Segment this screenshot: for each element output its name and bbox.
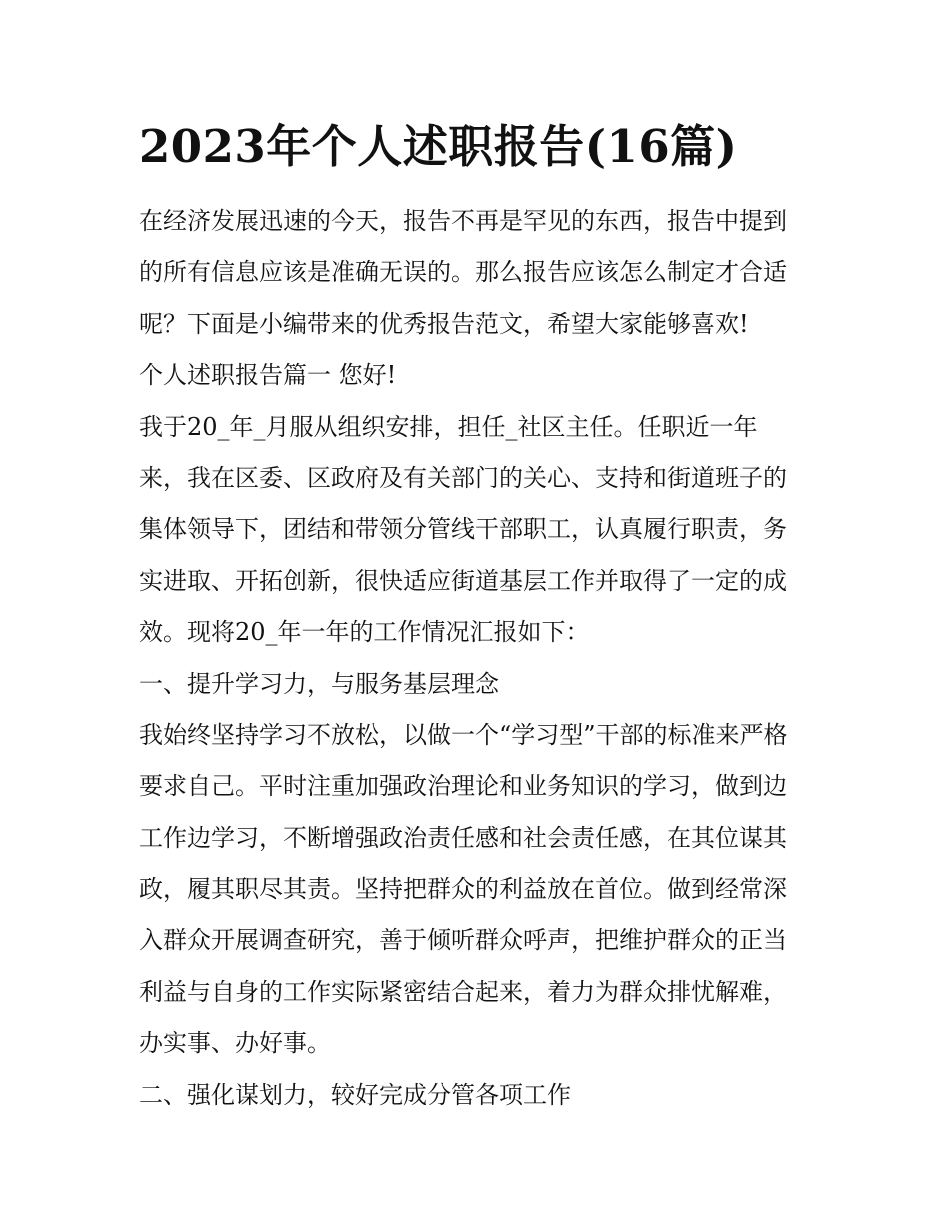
text-line: 的所有信息应该是准确无误的。那么报告应该怎么制定才合适: [139, 258, 787, 287]
document-title: 2023年个人述职报告(16篇): [139, 120, 738, 173]
text-line: 效。现将20_年一年的工作情况汇报如下：: [139, 618, 590, 647]
text-line: 要求自己。平时注重加强政治理论和业务知识的学习，做到边: [139, 772, 787, 801]
section-heading: 个人述职报告篇一 您好!: [139, 361, 397, 390]
text-line: 实进取、开拓创新，很快适应街道基层工作并取得了一定的成: [139, 566, 787, 595]
text-line: 利益与自身的工作实际紧密结合起来，着力为群众排忧解难，: [139, 977, 787, 1006]
text-line: 我于20_年_月服从组织安排，担任_社区主任。任职近一年: [139, 412, 758, 441]
text-line: 呢？下面是小编带来的优秀报告范文，希望大家能够喜欢!: [139, 309, 749, 338]
text-line: 工作边学习，不断增强政治责任感和社会责任感，在其位谋其: [139, 823, 787, 852]
text-line: 入群众开展调查研究，善于倾听群众呼声，把维护群众的正当: [139, 926, 787, 955]
section-heading: 一、提升学习力，与服务基层理念: [139, 669, 499, 698]
text-line: 集体领导下，团结和带领分管线干部职工，认真履行职责，务: [139, 515, 787, 544]
text-line: 办实事、办好事。: [139, 1029, 331, 1058]
document-body: [139, 196, 815, 1121]
section-heading: 二、强化谋划力，较好完成分管各项工作: [139, 1080, 571, 1109]
text-line: 在经济发展迅速的今天，报告不再是罕见的东西，报告中提到: [139, 207, 787, 235]
text-line: 来，我在区委、区政府及有关部门的关心、支持和街道班子的: [139, 463, 787, 492]
text-line: 政，履其职尽其责。坚持把群众的利益放在首位。做到经常深: [139, 875, 787, 904]
text-line: 我始终坚持学习不放松，以做一个“学习型”干部的标准来严格: [139, 720, 788, 749]
